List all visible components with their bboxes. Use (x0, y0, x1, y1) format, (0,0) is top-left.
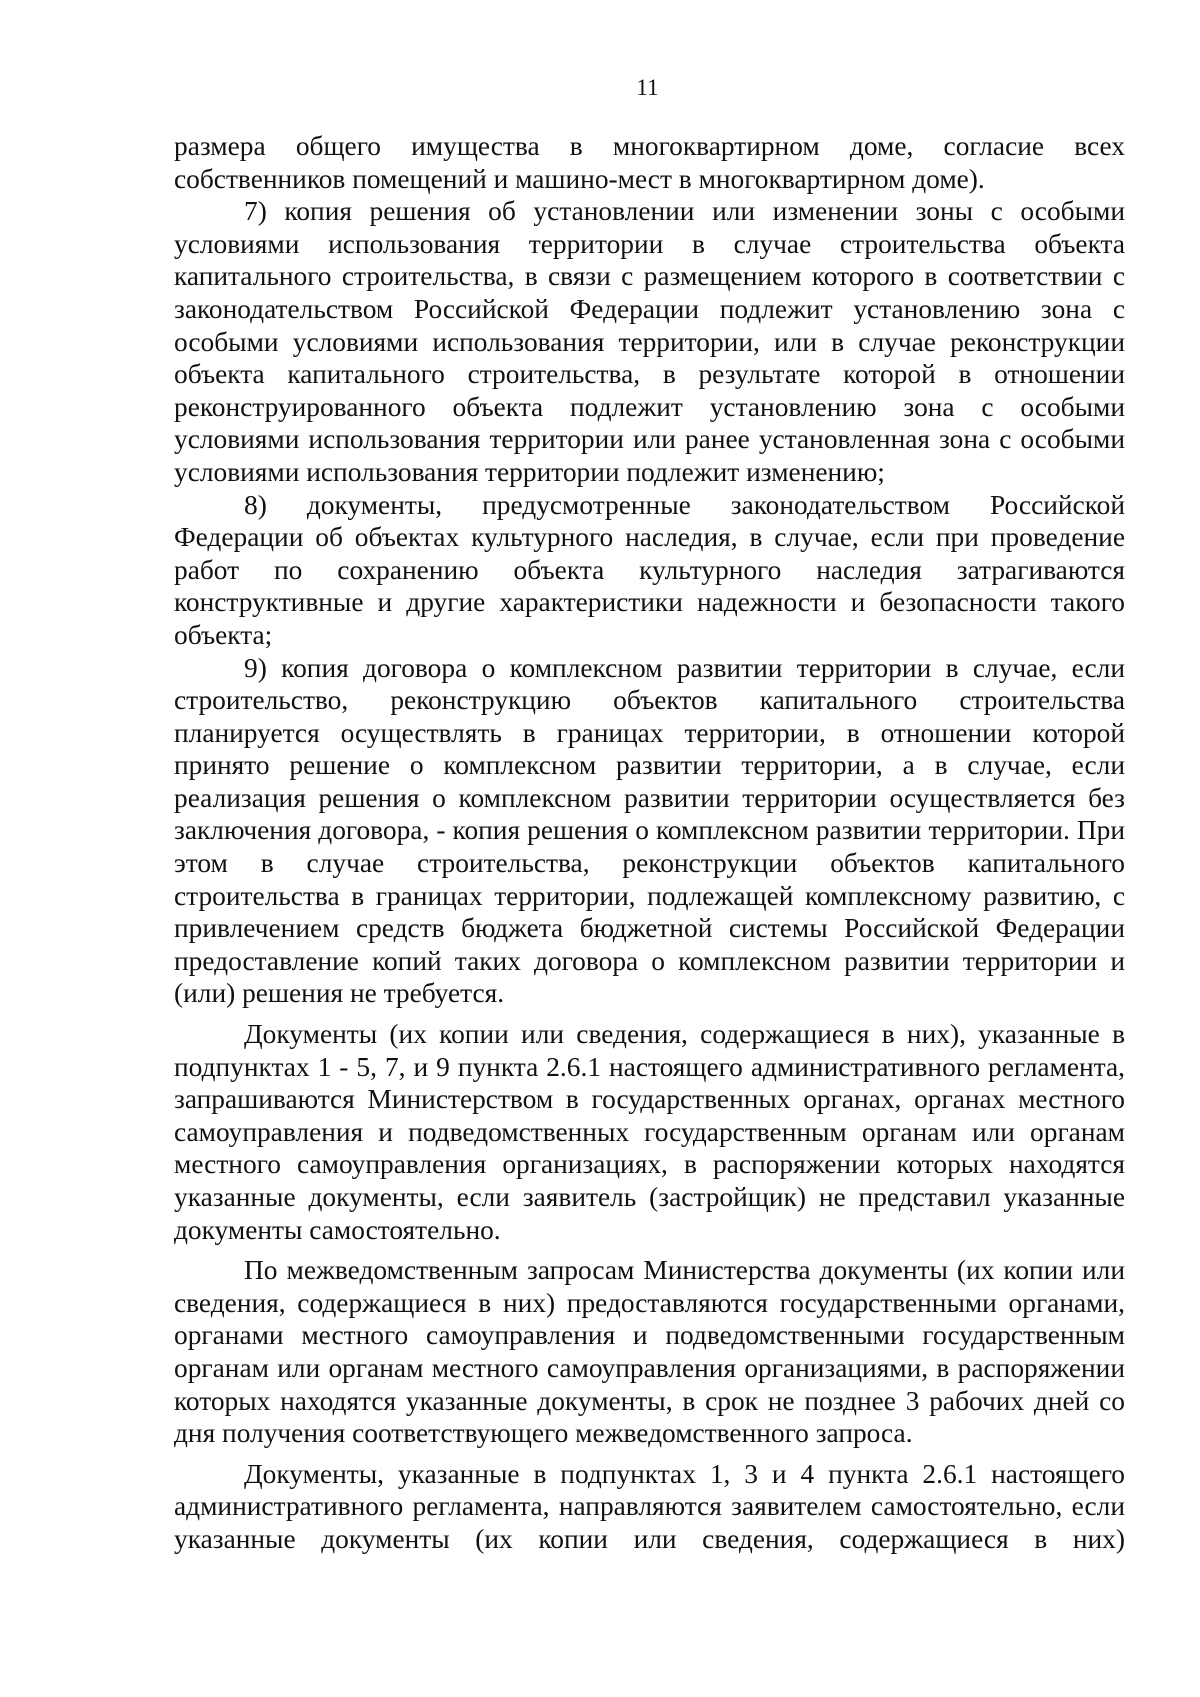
paragraph-item-7: 7) копия решения об установлении или изменении зоны с особыми условиями использования территории в случае строительства объекта капитального строительства, в связи с размещением которого в соответствии с законодательством Российской Федерации подлежит установлению зона с особыми условиями использования территории, или в случае реконструкции объекта капитального строительства, в результате которой в отношении реконструированного объекта подлежит установлению зона с особыми условиями использования территории или ранее установленная зона с особыми условиями использования территории подлежит изменению; (174, 196, 1125, 487)
page-number: 11 (636, 75, 659, 100)
paragraph-interagency-requests: По межведомственным запросам Министерства документы (их копии или сведения, содержащиеся в них) предоставляются государственными органами, органами местного самоуправления и подведомственными государственным органам или органам местного самоуправления организациями, в распоряжении которых находятся указанные документы, в срок не позднее 3 рабочих дней со дня получения соответствующего межведомственного запроса. (174, 1255, 1125, 1449)
paragraph-continuation: размера общего имущества в многоквартирном доме, согласие всех собственников помещений и машино-мест в многоквартирном доме). (174, 131, 1125, 194)
document-body (174, 130, 1125, 1556)
paragraph-documents-submitted: Документы, указанные в подпунктах 1, 3 и 4 пункта 2.6.1 настоящего административного регламента, направляются заявителем самостоятельно, если указанные документы (их копии или сведения, содержащиеся в них) (174, 1458, 1125, 1554)
paragraph-item-8: 8) документы, предусмотренные законодательством Российской Федерации об объектах культурного наследия, в случае, если при проведение работ по сохранению объекта культурного наследия затрагиваются конструктивные и другие характеристики надежности и безопасности такого объекта; (174, 489, 1125, 650)
paragraph-documents-requested: Документы (их копии или сведения, содержащиеся в них), указанные в подпунктах 1 - 5, 7, и 9 пункта 2.6.1 настоящего административного регламента, запрашиваются Министерством в государственных органах, органах местного самоуправления и подведомственных государственным органам или органам местного самоуправления организациях, в распоряжении которых находятся указанные документы, если заявитель (застройщик) не представил указанные документы самостоятельно. (174, 1019, 1125, 1245)
paragraph-item-9: 9) копия договора о комплексном развитии территории в случае, если строительство, реконструкцию объектов капитального строительства планируется осуществлять в границах территории, в отношении которой принято решение о комплексном развитии территории, а в случае, если реализация решения о комплексном развитии территории осуществляется без заключения договора, - копия решения о комплексном развитии территории. При этом в случае строительства, реконструкции объектов капитального строительства в границах территории, подлежащей комплексному развитию, с привлечением средств бюджета бюджетной системы Российской Федерации предоставление копий таких договора о комплексном развитии территории и (или) решения не требуется. (174, 652, 1125, 1009)
